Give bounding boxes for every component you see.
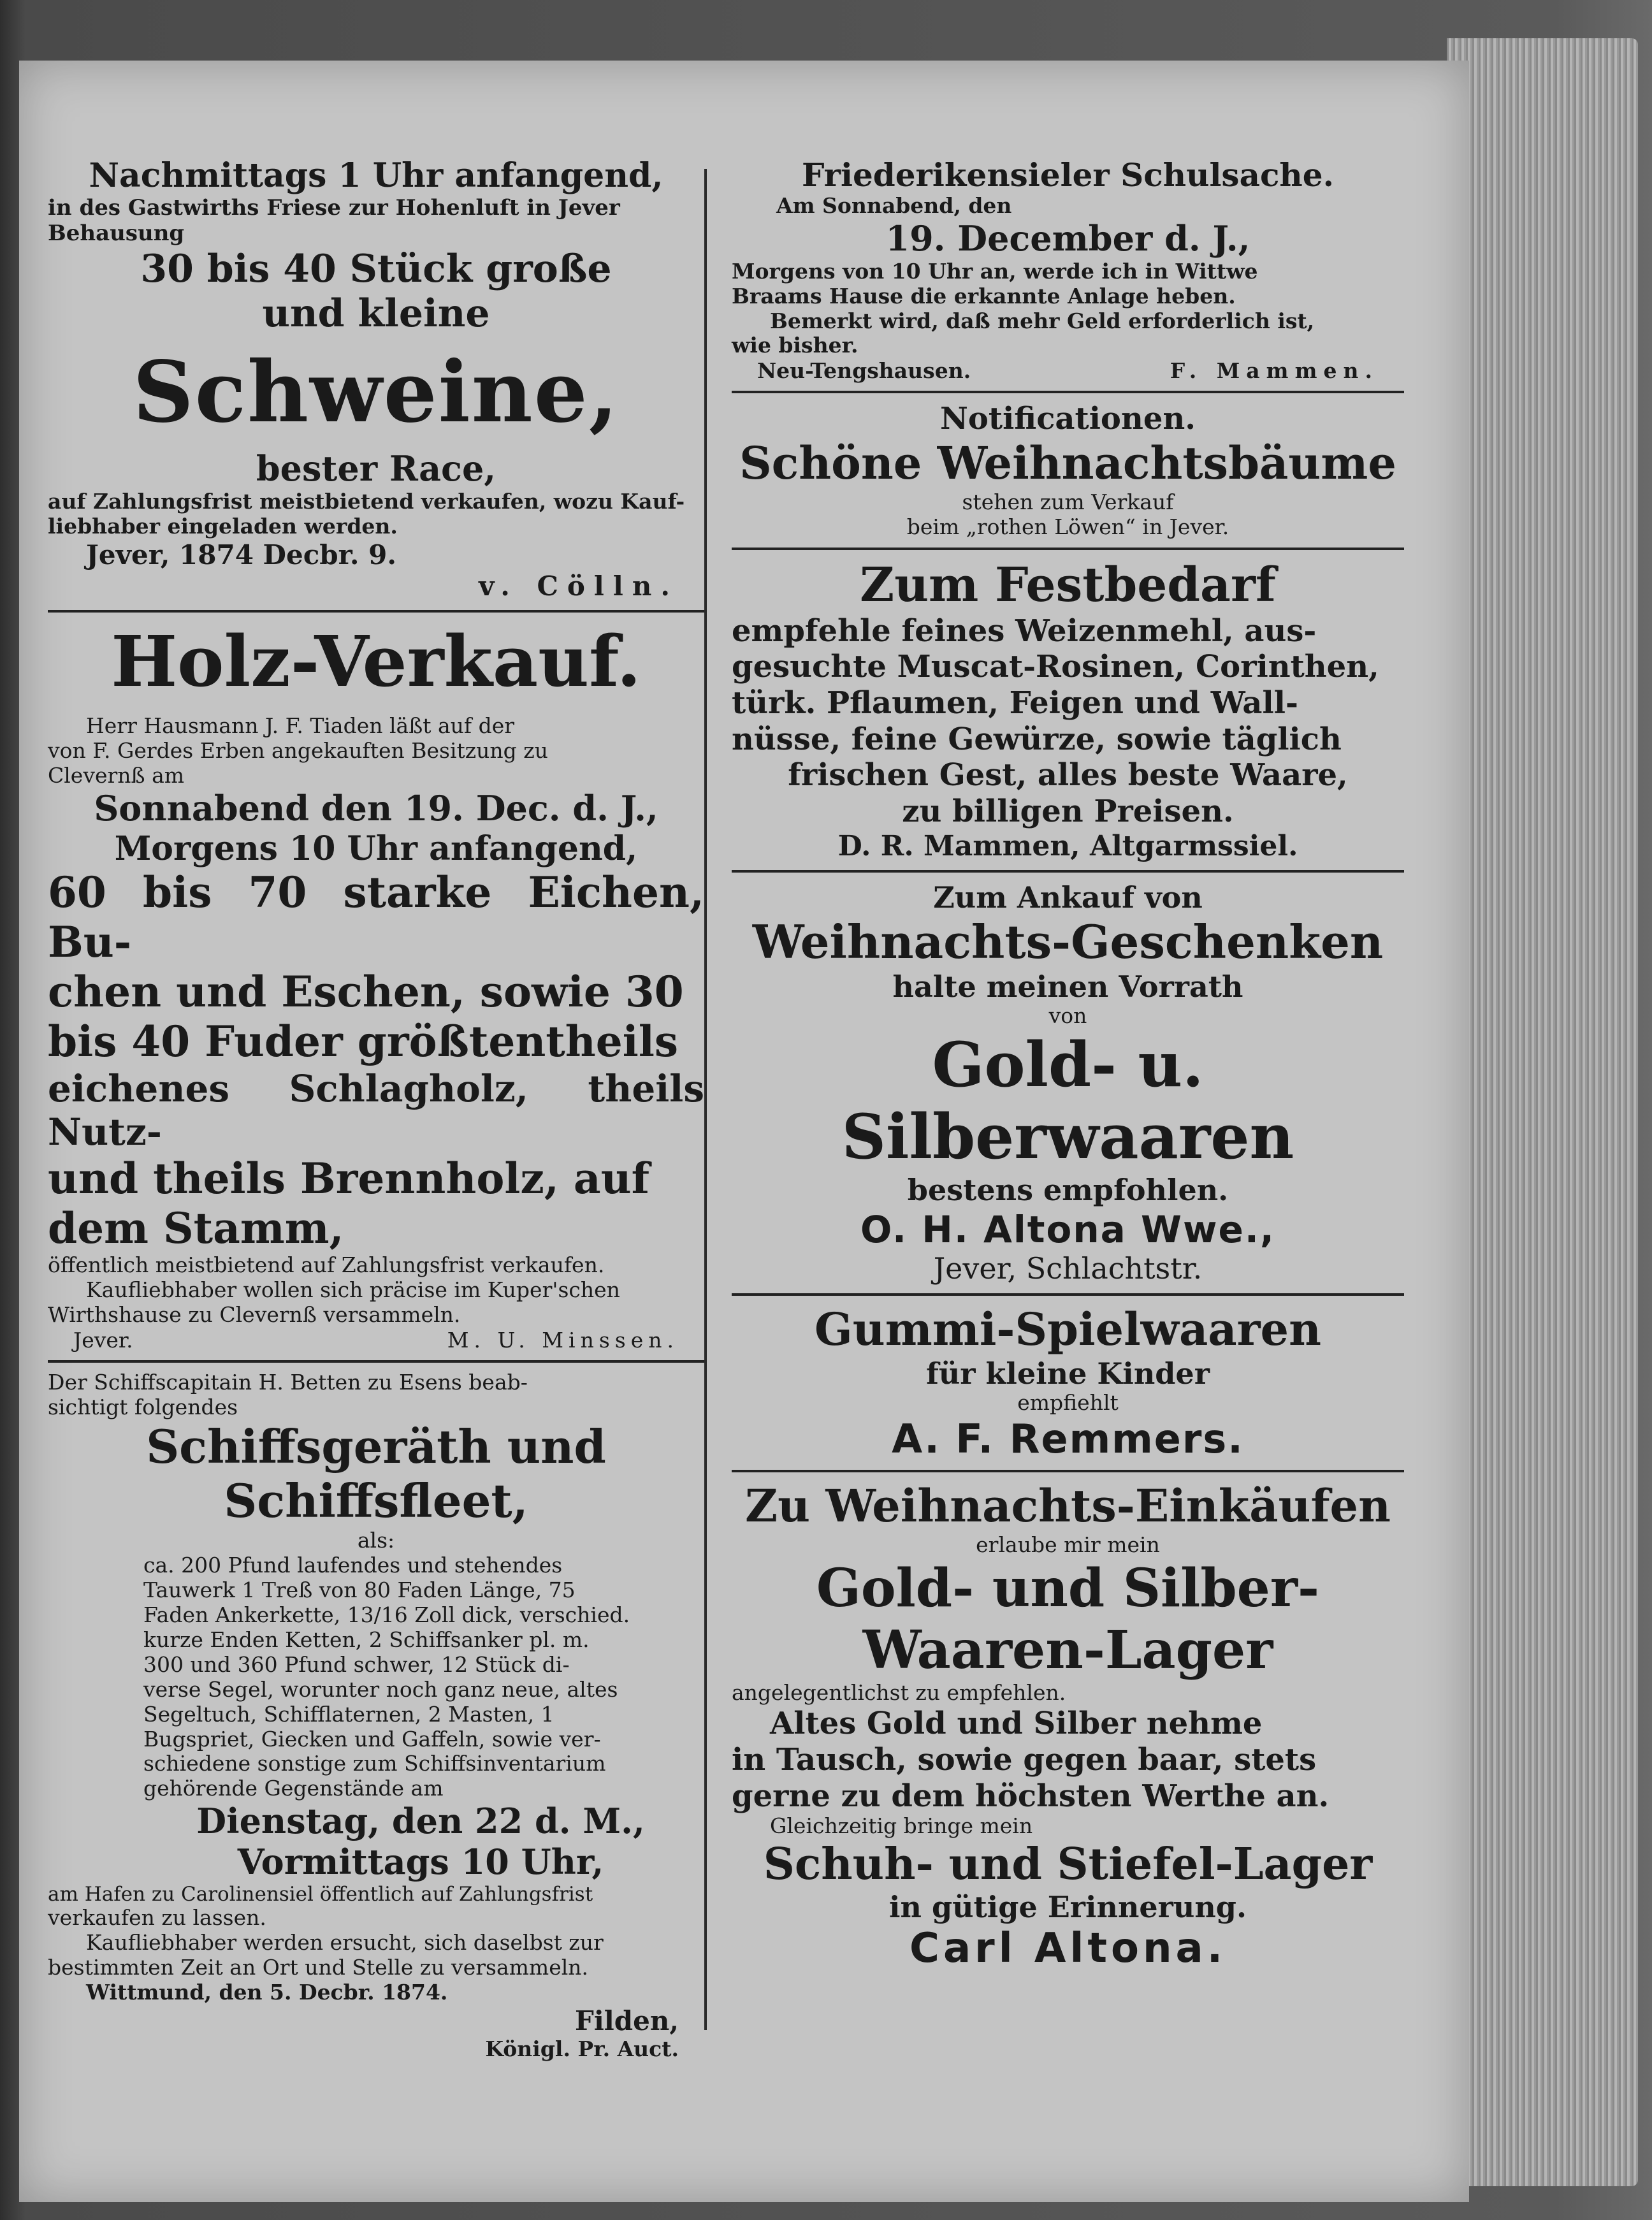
ad-line: von [1048, 1003, 1087, 1028]
ad-line: Kaufliebhaber wollen sich präcise im Kuper'schen [86, 1277, 620, 1303]
ad-line: angelegentlichst zu empfehlen. [732, 1680, 1066, 1706]
ad-line: sichtigt folgendes [48, 1395, 238, 1420]
ad-headline: Weihnachts-Geschenken [752, 914, 1384, 969]
ad-line: Herr Hausmann J. F. Tiaden läßt auf der [86, 713, 515, 739]
ad-festbedarf [732, 558, 1404, 863]
ad-signature: M. U. Minssen. [447, 1328, 679, 1353]
ad-line: 19. December d. J., [885, 217, 1250, 259]
ad-schweine [48, 156, 704, 602]
ad-line: ca. 200 Pfund laufendes und stehendes [143, 1552, 563, 1578]
ad-line: Faden Ankerkette, 13/16 Zoll dick, verschied. [143, 1602, 630, 1627]
ad-line: zu billigen Preisen. [902, 793, 1234, 829]
left-column [48, 156, 704, 2061]
ad-weihnachts-einkaeufe [732, 1480, 1404, 1973]
ad-gummi-spielwaaren [732, 1303, 1404, 1462]
ad-line: Clevernß am [48, 763, 185, 788]
ad-line: Kaufliebhaber werden ersucht, sich daselbst zur [86, 1930, 604, 1955]
ad-divider [732, 870, 1404, 873]
ad-headline: Friederikensieler Schulsache. [801, 156, 1334, 194]
ad-line: Tauwerk 1 Treß von 80 Faden Länge, 75 [143, 1577, 576, 1602]
ad-line: 300 und 360 Pfund schwer, 12 Stück di- [143, 1651, 570, 1677]
ad-address: Jever, Schlachtstr. [933, 1251, 1203, 1286]
ad-dateline: Jever, 1874 Decbr. 9. [86, 539, 396, 570]
ad-signature: D. R. Mammen, Altgarmssiel. [837, 829, 1298, 862]
ad-line: öffentlich meistbietend auf Zahlungsfrist verkaufen. [48, 1252, 605, 1278]
ad-line: türk. Pflaumen, Feigen und Wall- [732, 685, 1298, 722]
newspaper-page [19, 61, 1469, 2202]
ad-line: Am Sonnabend, den [776, 193, 1012, 218]
ad-headline: Gummi-Spielwaaren [815, 1303, 1321, 1356]
ad-line: von F. Gerdes Erben angekauften Besitzung zu [48, 738, 548, 764]
ad-line: auf Zahlungsfrist meistbietend verkaufen, wozu Kauf- [48, 488, 685, 514]
ad-holz-verkauf [48, 620, 704, 1353]
ad-line: empfehle feines Weizenmehl, aus- [732, 613, 1317, 649]
ad-signature: F. Mammen. [1170, 358, 1379, 384]
ad-headline: Schiffsfleet, [224, 1474, 528, 1528]
ad-divider [732, 548, 1404, 550]
ad-line: Gleichzeitig bringe mein [770, 1813, 1033, 1839]
ad-schiffsgeraeth [48, 1370, 704, 2061]
ad-divider [732, 1470, 1404, 1472]
ad-line: Bemerkt wird, daß mehr Geld erforderlich ist, [770, 308, 1315, 333]
ad-headline: Zum Festbedarf [860, 557, 1276, 613]
ad-line: liebhaber eingeladen werden. [48, 513, 398, 539]
section-title: Notificationen. [940, 401, 1196, 437]
ad-line: Morgens von 10 Uhr an, werde ich in Wittwe [732, 258, 1258, 284]
ad-weihnachtsbaeume [732, 401, 1404, 539]
ad-line: frischen Gest, alles beste Waare, [788, 757, 1348, 794]
ad-line: wie bisher. [732, 333, 859, 358]
ad-line: gesuchte Muscat-Rosinen, Corinthen, [732, 649, 1379, 685]
ad-line: Altes Gold und Silber nehme [770, 1706, 1263, 1742]
ad-headline: Gold- u. Silberwaaren [841, 1028, 1294, 1173]
ad-line: in des Gastwirths Friese zur Hohenluft in Jever [48, 195, 620, 221]
ad-line: Zum Ankauf von [933, 880, 1203, 915]
ad-line: chen und Eschen, sowie 30 [48, 967, 684, 1017]
ad-headline: Waaren-Lager [862, 1619, 1273, 1681]
ad-line: stehen zum Verkauf [962, 489, 1174, 514]
right-column [732, 156, 1404, 2056]
ad-headline: Gold- und Silber- [816, 1557, 1320, 1619]
ad-signature: Carl Altona. [909, 1924, 1227, 1972]
ad-line: bis 40 Fuder größtentheils [48, 1016, 679, 1066]
ad-line: 30 bis 40 Stück große [140, 246, 612, 291]
ad-line: 60 bis 70 starke Eichen, Bu- [48, 867, 704, 968]
ad-divider [48, 610, 704, 613]
ad-line: Wirthshause zu Clevernß versammeln. [48, 1302, 461, 1328]
ad-line: halte meinen Vorrath [892, 969, 1243, 1004]
ad-line: Dienstag, den 22 d. M., [196, 1801, 645, 1842]
ad-line: in gütige Erinnerung. [889, 1890, 1247, 1925]
ad-weihnachts-geschenke [732, 880, 1404, 1286]
ad-headline: Holz-Verkauf. [111, 620, 641, 702]
ad-signature: Filden, [575, 2005, 679, 2037]
ad-line: und theils Brennholz, auf [48, 1153, 650, 1203]
ad-line: am Hafen zu Carolinensiel öffentlich auf Zahlungsfrist [48, 1882, 593, 1906]
ad-divider [48, 1360, 704, 1363]
ad-line: verkaufen zu lassen. [48, 1905, 266, 1931]
ad-line: verse Segel, worunter noch ganz neue, altes [143, 1676, 618, 1702]
column-divider [704, 169, 707, 2030]
ad-line: Bugspriet, Giecken und Gaffeln, sowie ver- [143, 1726, 601, 1752]
ad-line: Vormittags 10 Uhr, [237, 1841, 604, 1883]
ad-line: als: [357, 1528, 395, 1553]
ad-line: nüsse, feine Gewürze, sowie täglich [732, 721, 1342, 757]
ad-line: bestimmten Zeit an Ort und Stelle zu versammeln. [48, 1955, 589, 1980]
page-edge-stack [1447, 38, 1638, 2186]
ad-line: Nachmittags 1 Uhr anfangend, [89, 156, 663, 195]
ad-headline: Zu Weihnachts-Einkäufen [745, 1479, 1391, 1533]
ad-line: Behausung [48, 221, 185, 247]
ad-line: dem Stamm, [48, 1203, 344, 1253]
ad-line: Der Schiffscapitain H. Betten zu Esens beab- [48, 1370, 528, 1395]
ad-line: bester Race, [256, 447, 496, 489]
ad-line: Braams Hause die erkannte Anlage heben. [732, 283, 1236, 308]
ad-line: eichenes Schlagholz, theils Nutz- [48, 1066, 704, 1154]
ad-line: kurze Enden Ketten, 2 Schiffsanker pl. m. [143, 1627, 590, 1652]
ad-dateline: Wittmund, den 5. Decbr. 1874. [86, 1980, 448, 2005]
ad-schulsache [732, 156, 1404, 383]
ad-headline: Schuh- und Stiefel-Lager [763, 1839, 1373, 1890]
ad-place: Jever. [73, 1328, 133, 1353]
ad-line: bestens empfohlen. [907, 1173, 1229, 1208]
ad-headline: Schiffsgeräth und [146, 1419, 606, 1474]
ad-signature: v. Cölln. [479, 570, 679, 602]
ad-headline: Schöne Weihnachtsbäume [739, 437, 1396, 490]
ad-line: gehörende Gegenstände am [143, 1776, 444, 1801]
ad-line: und kleine [262, 291, 490, 337]
ad-divider [732, 391, 1404, 393]
ad-line: empfiehlt [1017, 1390, 1119, 1416]
ad-line: für kleine Kinder [926, 1356, 1210, 1391]
ad-line: erlaube mir mein [976, 1532, 1160, 1557]
ad-line: beim „rothen Löwen“ in Jever. [906, 514, 1229, 539]
ad-line: schiedene sonstige zum Schiffsinventarium [143, 1751, 606, 1776]
ad-divider [732, 1293, 1404, 1296]
ad-signature: A. F. Remmers. [892, 1416, 1244, 1463]
ad-line: gerne zu dem höchsten Werthe an. [732, 1778, 1330, 1814]
ad-place: Neu-Tengshausen. [757, 358, 971, 384]
ad-line: Morgens 10 Uhr anfangend, [114, 829, 638, 868]
ad-signature-title: Königl. Pr. Auct. [485, 2036, 679, 2061]
ad-line: Sonnabend den 19. Dec. d. J., [94, 788, 658, 829]
ad-headline: Schweine, [133, 343, 620, 442]
ad-line: in Tausch, sowie gegen baar, stets [732, 1741, 1317, 1778]
ad-line: Segeltuch, Schifflaternen, 2 Masten, 1 [143, 1701, 554, 1727]
ad-signature: O. H. Altona Wwe., [860, 1207, 1275, 1251]
